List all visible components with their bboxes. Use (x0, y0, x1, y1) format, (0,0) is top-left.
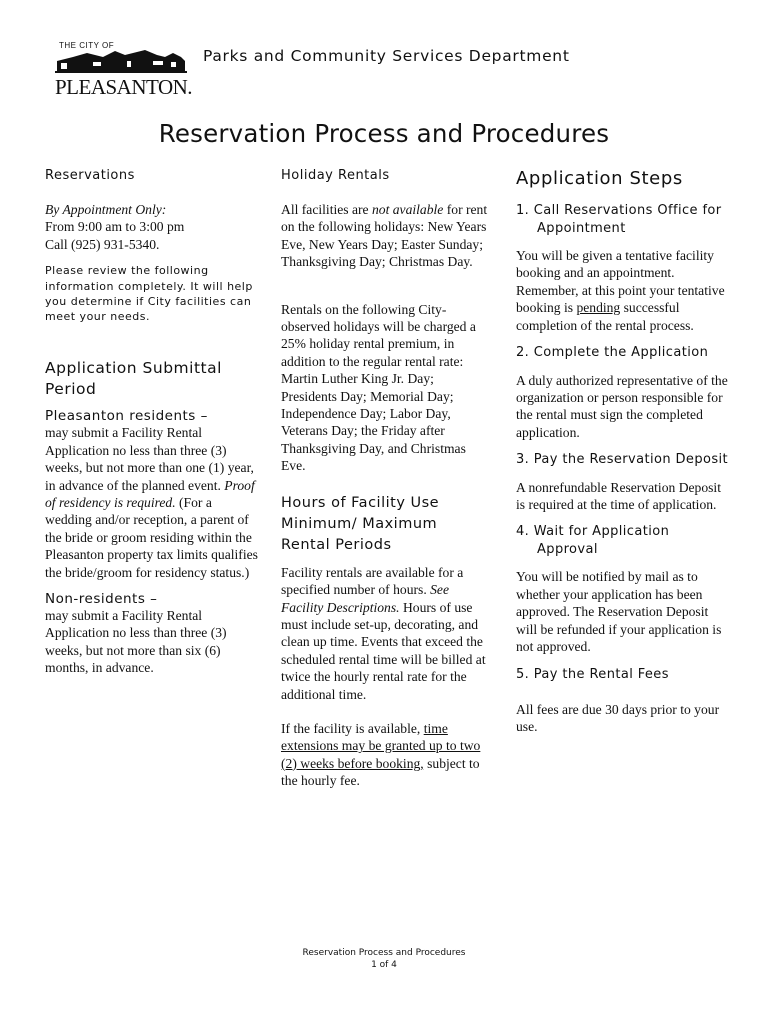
hours-text: Facility rentals are available for a specified number of hours. See Facility Descriptions. Hours of use must include set-up, decorating, and clean up time. Events that exceed the scheduled rental time will be billed at twice the hourly rental rate for the additional time. (281, 564, 486, 702)
step-5-heading: 5. Pay the Rental Fees (516, 666, 669, 682)
step-4-text: You will be notified by mail as to whether your application has been approved. The Reservation Deposit will be refunded if your application is not approved. (516, 569, 722, 655)
logo-city-name: PLEASANTON. (55, 75, 193, 99)
column-left (45, 168, 260, 677)
review-note: Please review the following information completely. It will help you determine if City facilities can meet your needs. (45, 264, 253, 324)
holiday-heading: Holiday Rentals (281, 168, 390, 183)
page-footer (0, 947, 768, 971)
department-name: Parks and Community Services Department (203, 47, 570, 65)
column-middle (281, 168, 491, 790)
holiday-unavailable-text: All facilities are not available for rent on the following holidays: New Years Eve, New Years Day; Easter Sunday; Thanksgiving Day; Christmas Day. (281, 202, 488, 270)
step-3-heading: 3. Pay the Reservation Deposit (516, 452, 729, 468)
office-hours: From 9:00 am to 3:00 pm (45, 219, 185, 235)
appointment-note: By Appointment Only: (45, 202, 167, 217)
step-1-text: You will be given a tentative facility booking and an appointment. Remember, at this point your tentative booking is pending successful completion of the rental process. (516, 248, 725, 333)
extension-text: If the facility is available, time extensions may be granted up to two (2) weeks before booking, subject to the hourly fee. (281, 720, 481, 789)
step-1-heading: 1. Call Reservations Office for Appointment (516, 203, 722, 236)
hours-heading: Hours of Facility Use Minimum/ Maximum Rental Periods (281, 494, 440, 553)
footer-title: Reservation Process and Procedures (302, 948, 466, 958)
step-5-text: All fees are due 30 days prior to your use. (516, 702, 720, 735)
submittal-heading: Application Submittal Period (45, 359, 222, 399)
residents-heading: Pleasanton residents – (45, 408, 208, 425)
step-3-text: A nonrefundable Reservation Deposit is required at the time of application. (516, 479, 721, 513)
nonresidents-text: may submit a Facility Rental Application no less than three (3) weeks, but not more than six (6) months, in advance. (45, 608, 227, 676)
city-logo (53, 41, 191, 99)
page-title: Reservation Process and Procedures (158, 119, 610, 148)
nonresidents-heading: Non-residents – (45, 591, 158, 608)
logo-city-of: THE CITY OF (59, 41, 115, 50)
skyline-icon (53, 47, 189, 77)
step-2-heading: 2. Complete the Application (516, 345, 709, 361)
residents-text: may submit a Facility Rental Application no less than three (3) weeks, but not more than one (1) year, in advance of the planned event. Proof of residency is required. (For a wedding and/or reception, a parent of the bride or groom residing within the Pleasanton property tax limits qualifies the bride/groom for residency status.) (45, 425, 258, 580)
reservations-heading: Reservations (45, 168, 135, 183)
page-number: 1 of 4 (371, 960, 397, 970)
step-2-text: A duly authorized representative of the organization or person responsible for the rental must sign the completed application. (516, 372, 728, 440)
holiday-premium-text: Rentals on the following City-observed holidays will be charged a 25% holiday rental premium, in addition to the regular rental rate: Martin Luther King Jr. Day; Presidents Day; Memorial Day; Independence Day; Labor Day, Veterans Day; the Friday after Thanksgiving Day, and Christmas Eve. (281, 301, 476, 474)
column-right (516, 168, 731, 736)
steps-heading: Application Steps (516, 168, 683, 189)
phone-number: Call (925) 931-5340. (45, 236, 160, 252)
step-4-heading: 4. Wait for Application Approval (516, 524, 670, 557)
